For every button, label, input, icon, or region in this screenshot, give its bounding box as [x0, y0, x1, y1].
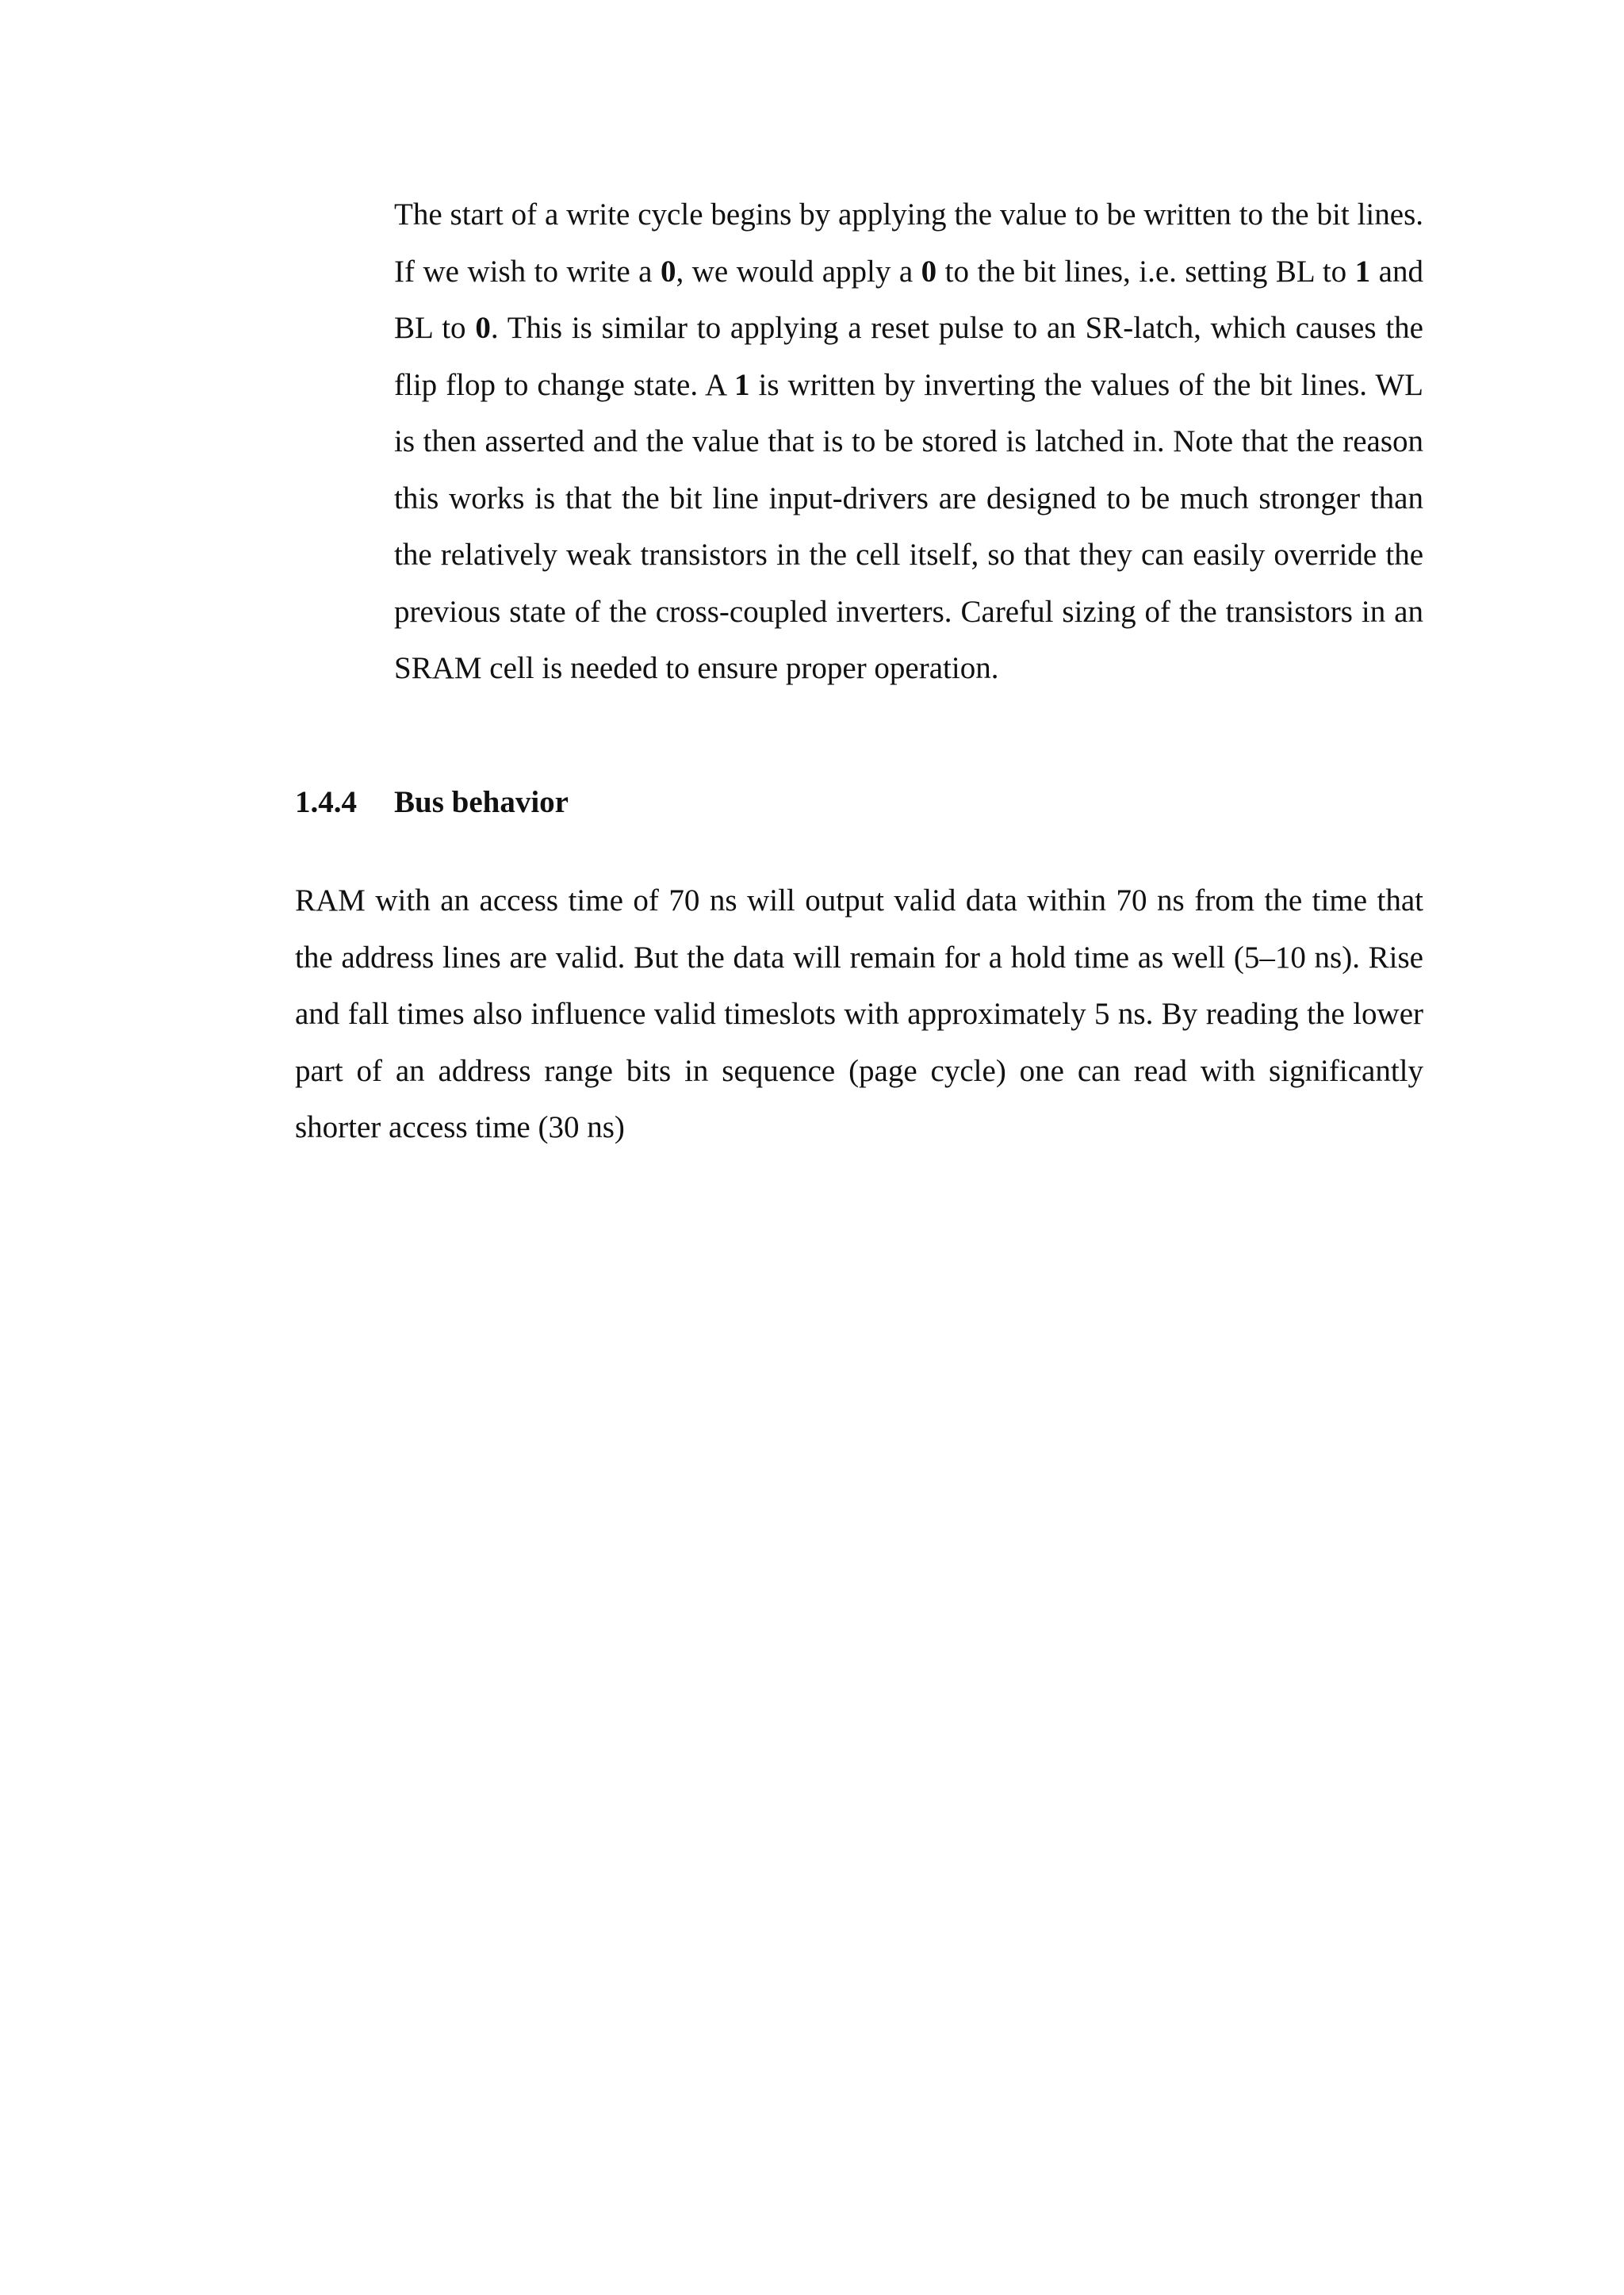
bold-value: 0 — [475, 311, 491, 345]
write-cycle-paragraph — [394, 186, 1423, 697]
bold-value: 1 — [1354, 254, 1371, 289]
section-number: 1.4.4 — [295, 785, 357, 819]
text-run: and BL to — [394, 254, 1423, 345]
section-title: Bus behavior — [394, 785, 569, 819]
text-run: to the bit lines, i.e. setting BL to — [936, 254, 1355, 289]
text-run: , we would apply a — [676, 254, 921, 289]
text-run: . This is similar to applying a reset pulse to an SR-latch, which causes the flip flop to change state. A — [394, 311, 1423, 402]
section-heading — [295, 779, 569, 826]
bus-behavior-paragraph: RAM with an access time of 70 ns will output valid data within 70 ns from the time that the address lines are valid. But the data will remain for a hold time as well (5–10 ns). Rise and fall times also influence valid timeslots with approximately 5 ns. By reading the lower part of an address range bits in sequence (page cycle) one can read with significantly shorter access time (30 ns) — [295, 883, 1423, 1144]
bold-value: 0 — [660, 254, 676, 289]
text-run: is written by inverting the values of the bit lines. WL is then asserted and the value that is to be stored is latched in. Note that the reason this works is that the bit line input-drivers are designed to be much stronger than the relatively weak transistors in the cell itself, so that they can easily override the previous state of the cross-coupled inverters. Careful sizing of the transistors in an SRAM cell is needed to ensure proper operation. — [394, 367, 1424, 685]
text-run: The start of a write cycle begins by applying the value to be written to the bit lines. If we wish to write a — [394, 197, 1423, 289]
bold-value: 1 — [734, 367, 750, 402]
bold-value: 0 — [921, 254, 937, 289]
